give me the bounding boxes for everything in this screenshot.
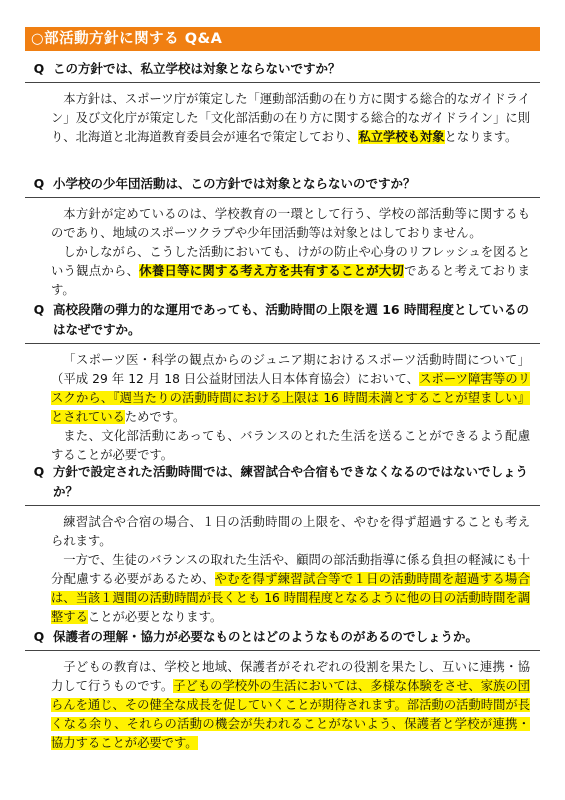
answer-paragraph [51,205,530,243]
answer-span: また、文化部活動にあっても、バランスのとれた生活を送ることができるよう配慮することが必要です。 [51,429,530,462]
highlight-span: 私立学校も対象 [358,130,445,144]
answer-span: となります。 [444,130,518,144]
answer-span: であると考えております。 [51,264,530,297]
highlight-span: 子どもの学校外の生活においては、多様な体験をさせ、家族の団らんを通じ、その健全な成長を促していくことが期待されます。部活動の活動時間が長くなる余り、それらの活動の機会が失われることがないよう、保護者と学校が連携・協力することが必要です。 [51,679,530,750]
answer-span: 一方で、生徒のバランスの取れた生活や、顧問の部活動指導に係る負担の軽減にも十分配慮する必要があるため、 [51,553,530,586]
answer-span: 子どもの教育は、学校と地域、保護者がそれぞれの役割を果たし、互いに連携・協力して行うものです。 [51,660,530,693]
answer-span: 「スポーツ医・科学の観点からのジュニア期におけるスポーツ活動時間について」（平成 29 年 12 月 18 日公益財団法人日本体育協会）において、 [51,353,530,386]
question-mark-label: Q [33,302,45,317]
qa-item-practice-matches [25,462,540,627]
answer-paragraph [51,243,530,300]
answer-text [25,83,540,147]
answer-text [25,344,540,465]
question-text: 保護者の理解・協力が必要なものとはどのようなものがあるのでしょうか。 [53,629,479,644]
answer-span: 練習試合や合宿の場合、１日の活動時間の上限を、やむを得ず超過することも考えられます。 [51,515,530,548]
question-line [25,627,540,651]
answer-paragraph [51,90,530,147]
qa-item-high-school-hours [25,300,540,465]
question-line [25,462,540,506]
answer-span: しかしながら、こうした活動においても、けがの防止や心身のリフレッシュを図るという観点から、 [51,245,530,278]
answer-paragraph [51,427,530,465]
highlight-span: 休養日等に関する考え方を共有することが大切 [139,264,405,278]
answer-span: 本方針が定めているのは、学校教育の一環として行う、学校の部活動等に関するものであり、地域のスポーツクラブや少年団活動等は対象とはしておりません。 [51,207,530,240]
question-line [25,300,540,344]
question-mark-label: Q [33,629,45,644]
question-text: この方針では、私立学校は対象とならないですか？ [53,61,341,76]
answer-text [25,198,540,300]
qa-item-elementary-teams [25,174,540,300]
answer-span: 本方針は、スポーツ庁が策定した「運動部活動の在り方に関する総合的なガイドライン」及び文化庁が策定した「文化部活動の在り方に関する総合的なガイドライン」に則り、北海道と北海道教育委員会が連名で策定しており、 [51,92,530,144]
question-line [25,174,540,198]
question-mark-label: Q [33,176,45,191]
question-text: 小学校の少年団活動は、この方針では対象とならないのですか？ [53,176,416,191]
question-line [25,59,540,83]
answer-paragraph [51,351,530,427]
question-text: 方針で設定された活動時間では、練習試合や合宿もできなくなるのではないでしょうか？ [53,464,529,499]
qa-item-private-schools [25,59,540,147]
qa-item-guardian-cooperation [25,627,540,753]
answer-text [25,651,540,753]
answer-paragraph [51,658,530,753]
question-text: 高校段階の弾力的な運用であっても、活動時間の上限を週 16 時間程度としているのはなぜですか。 [53,302,529,337]
highlight-span: スポーツ障害等のリスクから、『週当たりの活動時間における上限は 16 時間未満とすることが望ましい』とされている [51,372,531,424]
answer-span: ことが必要となります。 [87,610,223,624]
question-mark-label: Q [33,464,45,479]
answer-paragraph [51,513,530,551]
answer-paragraph [51,551,530,627]
section-title: ○部活動方針に関する Q&A [25,27,540,51]
answer-text [25,506,540,627]
question-mark-label: Q [33,61,45,76]
highlight-span: やむを得ず練習試合等で１日の活動時間を超過する場合は、当該１週間の活動時間が長くとも 16 時間程度となるように他の日の活動時間を調整する [51,572,530,624]
answer-span: ためです。 [124,410,186,424]
